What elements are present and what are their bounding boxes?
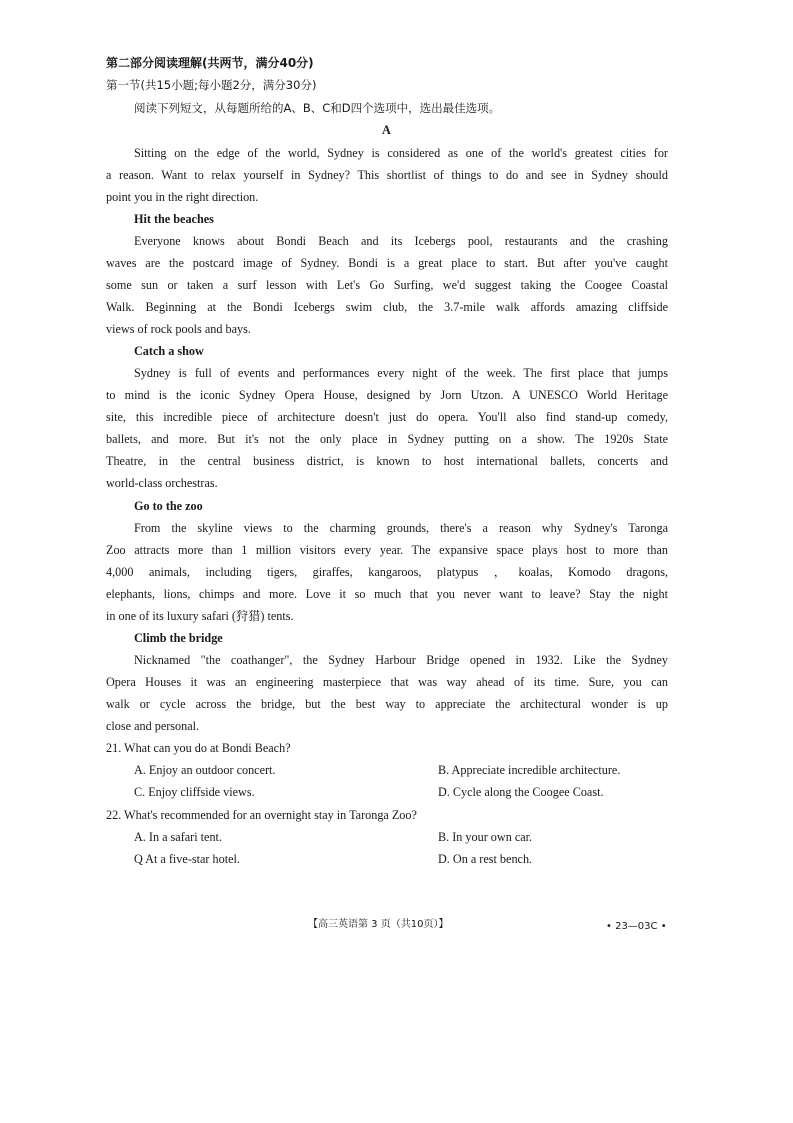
paragraph-line: Opera Houses it was an engineering masterpiece that was way ahead of its time. Sure, you can [106, 675, 668, 689]
paragraph-line: site, this incredible piece of architecture doesn't just do opera. You'll also find stand-up comedy, [106, 410, 668, 424]
option-d: D. On a rest bench. [438, 852, 533, 866]
section-heading: Hit the beaches [134, 212, 214, 226]
paragraph-line: views of rock pools and bays. [106, 322, 251, 336]
paragraph-line: Sydney is full of events and performances every night of the week. The first place that jumps [134, 366, 668, 380]
option-a: A. In a safari tent. [134, 830, 222, 844]
passage-label: A [382, 123, 391, 137]
paragraph-line: waves are the postcard image of Sydney. Bondi is a great place to start. But after you've caught [106, 256, 668, 270]
option-b: B. Appreciate incredible architecture. [438, 763, 621, 777]
paragraph-line: 4,000 animals, including tigers, giraffes, kangaroos, platypus ，koalas, Komodo dragons, [106, 565, 668, 579]
exam-code: • 23—03C • [606, 921, 667, 932]
question-stem: 22. What's recommended for an overnight stay in Taronga Zoo? [106, 808, 417, 822]
paragraph-line: Zoo attracts more than 1 million visitors every year. The expansive space plays host to more than [106, 543, 668, 557]
page-footer-label: 【高三英语第 3 页（共10页）】 [308, 919, 449, 930]
section-heading: Go to the zoo [134, 499, 203, 513]
paragraph-line: to mind is the iconic Sydney Opera House, designed by Jorn Utzon. A UNESCO World Heritage [106, 388, 668, 402]
paragraph-line: Theatre, in the central business district, is known to host international ballets, concerts and [106, 454, 668, 468]
paragraph-line: some sun or taken a surf lesson with Let's Go Surfing, we'd suggest taking the Coogee Coastal [106, 278, 668, 292]
paragraph-line: Nicknamed "the coathanger", the Sydney Harbour Bridge opened in 1932. Like the Sydney [134, 653, 668, 667]
intro-line: point you in the right direction. [106, 190, 259, 204]
question-stem: 21. What can you do at Bondi Beach? [106, 741, 291, 755]
paragraph-line: in one of its luxury safari (狩猎) tents. [106, 609, 294, 623]
paragraph-line: close and personal. [106, 719, 200, 733]
section-heading: Catch a show [134, 344, 204, 358]
section-title: 第一节(共15小题;每小题2分，满分30分) [106, 78, 317, 92]
section-heading: Climb the bridge [134, 631, 223, 645]
option-c: C. Enjoy cliffside views. [134, 785, 255, 799]
intro-line: a reason. Want to relax yourself in Sydney? This shortlist of things to do and see in Sydney should [106, 168, 668, 182]
paragraph-line: Walk. Beginning at the Bondi Icebergs swim club, the 3.7-mile walk affords amazing cliffside [106, 300, 668, 314]
option-c: Q At a five-star hotel. [134, 852, 240, 866]
paragraph-line: Everyone knows about Bondi Beach and its Icebergs pool, restaurants and the crashing [134, 234, 668, 248]
paragraph-line: world-class orchestras. [106, 476, 218, 490]
paragraph-line: elephants, lions, chimps and more. Love it so much that you never want to leave? Stay the night [106, 587, 668, 601]
paragraph-line: ballets, and more. But it's not the only place in Sydney putting on a show. The 1920s State [106, 432, 668, 446]
paragraph-line: From the skyline views to the charming grounds, there's a reason why Sydney's Taronga [134, 521, 668, 535]
intro-line: Sitting on the edge of the world, Sydney is considered as one of the world's greatest cities for [134, 146, 668, 160]
option-a: A. Enjoy an outdoor concert. [134, 763, 276, 777]
option-b: B. In your own car. [438, 830, 533, 844]
part-title: 第二部分阅读理解(共两节，满分40分) [106, 56, 314, 70]
instruction: 阅读下列短文，从每题所给的A、B、C和D四个选项中，选出最佳选项。 [134, 101, 501, 115]
paragraph-line: walk or cycle across the bridge, but the best way to appreciate the architectural wonder is up [106, 697, 668, 711]
option-d: D. Cycle along the Coogee Coast. [438, 785, 604, 799]
